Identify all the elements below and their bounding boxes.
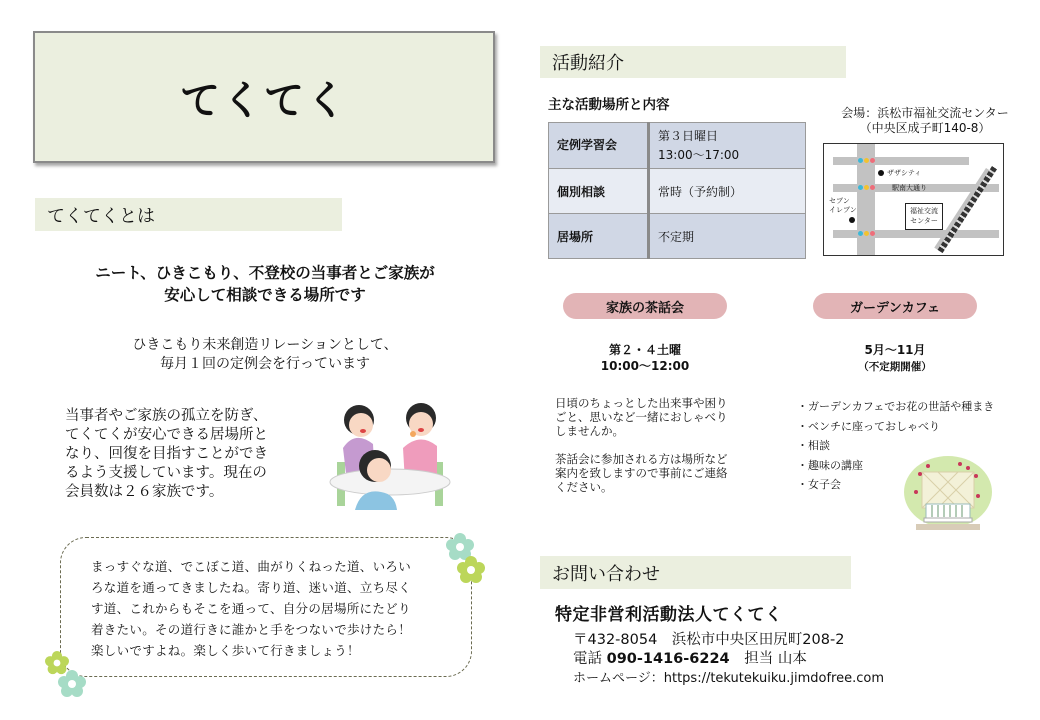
schedule-value-line: 13:00～17:00 bbox=[658, 147, 740, 162]
traffic-light-icon bbox=[858, 231, 875, 236]
quote-line: まっすぐな道、でこぼこ道、曲がりくねった道、いろい bbox=[91, 559, 412, 574]
schedule-label: 居場所 bbox=[549, 214, 649, 259]
list-item: ・ベンチに座っておしゃべり bbox=[797, 419, 940, 433]
quote-line: ろな道を通ってきましたね。寄り道、迷い道、立ち尽く bbox=[91, 580, 412, 595]
desc-line: 当事者やご家族の孤立を防ぎ、 bbox=[65, 408, 268, 424]
schedule-table bbox=[548, 122, 806, 259]
lead-line: 安心して相談できる場所です bbox=[164, 286, 366, 304]
list-item: ・女子会 bbox=[797, 478, 841, 491]
desc-line: てくてくが安心できる居場所と bbox=[65, 427, 268, 443]
map-road bbox=[833, 157, 969, 165]
phone-label: 電話 bbox=[573, 651, 602, 667]
landmark-dot bbox=[878, 170, 884, 176]
desc-line: 茶話会に参加される方は場所など bbox=[555, 452, 728, 466]
quote-line: 着きたい。その道行きに誰かと手をつないで歩けたら！ bbox=[91, 622, 412, 637]
map-label-line: セブン bbox=[829, 197, 850, 205]
map-label-line: イレブン bbox=[829, 206, 857, 214]
tea-party-badge bbox=[563, 293, 727, 319]
desc-line: ごと、思いなど一緒におしゃべり bbox=[555, 410, 728, 424]
schedule-line: 5月～11月 bbox=[864, 343, 926, 357]
contact-section-header bbox=[540, 556, 851, 589]
flower-lime-icon bbox=[457, 556, 485, 584]
tea-party-title: 家族の茶話会 bbox=[605, 300, 684, 316]
map-label-line: 福祉交流 bbox=[910, 207, 938, 215]
traffic-light-icon bbox=[858, 158, 875, 163]
venue-map bbox=[823, 143, 1004, 256]
tea-party-description bbox=[555, 396, 755, 494]
venue-name: 会場：浜松市福祉交流センター bbox=[841, 106, 1009, 120]
desc-line: 会員数は２６家族です。 bbox=[65, 484, 224, 500]
sub-statement bbox=[40, 336, 490, 374]
map-label-road: 駅南大通り bbox=[892, 184, 927, 192]
landmark-dot bbox=[849, 217, 855, 223]
schedule-value-line: 第３日曜日 bbox=[658, 128, 719, 143]
activities-section-header bbox=[540, 46, 846, 78]
activities-heading: 活動紹介 bbox=[552, 53, 624, 74]
about-heading: てくてくとは bbox=[47, 205, 155, 227]
contact-details bbox=[573, 631, 884, 688]
desc-line: ください。 bbox=[555, 480, 613, 494]
lead-statement bbox=[40, 262, 490, 306]
title-banner bbox=[33, 31, 495, 163]
schedule-value: 不定期 bbox=[649, 214, 806, 259]
contact-person: 担当 山本 bbox=[744, 651, 807, 667]
traffic-light-icon bbox=[858, 185, 875, 190]
phone-number[interactable]: 090-1416-6224 bbox=[606, 651, 730, 667]
schedule-line: 第２・４土曜 bbox=[608, 343, 681, 357]
venue-address: （中央区成子町140-8） bbox=[859, 121, 991, 135]
list-item: ・相談 bbox=[797, 439, 830, 452]
message-box bbox=[60, 537, 472, 677]
list-item: ・ガーデンカフェでお花の世話や種まき bbox=[797, 400, 995, 413]
table-row bbox=[549, 123, 806, 169]
list-item: ・趣味の講座 bbox=[797, 458, 863, 472]
garden-cafe-title: ガーデンカフェ bbox=[849, 300, 941, 316]
people-talking-illustration bbox=[325, 400, 455, 510]
table-row bbox=[549, 169, 806, 214]
phone-line bbox=[573, 650, 884, 669]
sub-line: ひきこもり未来創造リレーションとして、 bbox=[132, 337, 398, 353]
about-section-header bbox=[35, 198, 342, 231]
contact-heading: お問い合わせ bbox=[552, 563, 660, 585]
table-row bbox=[549, 214, 806, 259]
page-title: てくてく bbox=[180, 77, 348, 124]
schedule-note: （不定期開催） bbox=[858, 361, 932, 373]
venue-info bbox=[815, 106, 1035, 136]
welfare-center-building bbox=[905, 203, 943, 230]
flower-mint-icon bbox=[58, 670, 86, 698]
desc-line: なり、回復を目指すことができ bbox=[65, 446, 268, 462]
schedule-label: 定例学習会 bbox=[549, 123, 649, 169]
quote-line: 楽しいですよね。楽しく歩いて行きましょう！ bbox=[91, 643, 360, 658]
schedule-label: 個別相談 bbox=[549, 169, 649, 214]
schedule-value bbox=[649, 123, 806, 169]
schedule-value: 常時（予約制） bbox=[649, 169, 806, 214]
sub-line: 毎月１回の定例会を行っています bbox=[160, 356, 370, 372]
organization-name: 特定非営利活動法人てくてく bbox=[555, 605, 783, 625]
map-label-line: センター bbox=[910, 217, 938, 225]
postal-address: 〒432-8054 浜松市中央区田尻町208-2 bbox=[573, 632, 845, 648]
desc-line: しませんか。 bbox=[555, 424, 624, 438]
garden-bench-illustration bbox=[898, 452, 998, 534]
desc-line: 案内を致しますので事前にご連絡 bbox=[555, 466, 728, 480]
desc-line: 日頃のちょっとした出来事や困り bbox=[555, 396, 728, 410]
homepage-link[interactable]: ホームページ：https://tekutekuiku.jimdofree.com bbox=[573, 671, 884, 686]
desc-line: るよう支援しています。現在の bbox=[65, 465, 267, 481]
map-label-seven bbox=[829, 197, 857, 215]
lead-line: ニート、ひきこもり、不登校の当事者とご家族が bbox=[95, 264, 435, 282]
map-label-sazacity: ザザシティ bbox=[887, 169, 922, 177]
about-description bbox=[65, 407, 290, 502]
garden-cafe-schedule bbox=[813, 342, 977, 375]
activities-subheading: 主な活動場所と内容 bbox=[548, 97, 670, 113]
tea-party-schedule bbox=[563, 342, 727, 374]
garden-cafe-badge bbox=[813, 293, 977, 319]
schedule-line: 10:00～12:00 bbox=[600, 359, 690, 373]
railway-track bbox=[938, 166, 997, 253]
quote-line: す道、これからもそこを通って、自分の居場所にたどり bbox=[91, 601, 411, 616]
